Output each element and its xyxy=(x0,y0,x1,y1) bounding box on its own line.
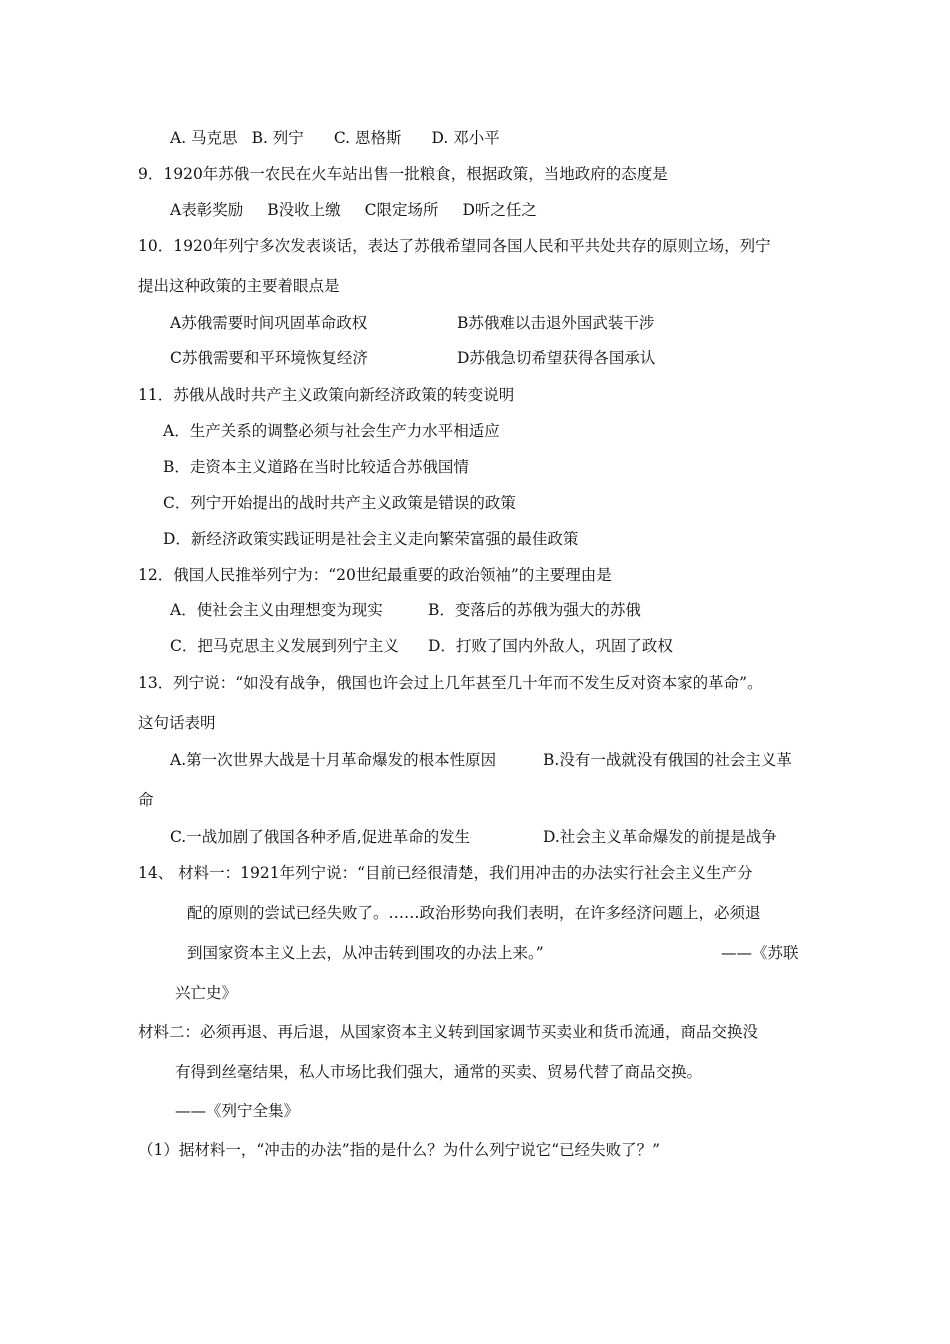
q9-option-a: A表彰奖励 xyxy=(170,201,244,219)
q8-option-c: C. 恩格斯 xyxy=(333,129,402,147)
q12-stem: 12．俄国人民推举列宁为：“20世纪最重要的政治领袖”的主要理由是 xyxy=(138,566,612,584)
q14-material2-source: ——《列宁全集》 xyxy=(175,1102,300,1120)
q10-stem-line1: 10．1920年列宁多次发表谈话，表达了苏俄希望同各国人民和平共处共存的原则立场，列宁 xyxy=(138,237,771,255)
q11-option-a: A．生产关系的调整必须与社会生产力水平相适应 xyxy=(163,422,500,440)
q8-option-b: B. 列宁 xyxy=(251,129,304,147)
q10-option-a: A苏俄需要时间巩固革命政权 xyxy=(170,314,368,332)
q8-option-a: A. 马克思 xyxy=(170,129,238,147)
q11-option-d: D．新经济政策实践证明是社会主义走向繁荣富强的最佳政策 xyxy=(163,530,579,548)
q14-material1-source: ——《苏联 xyxy=(721,944,799,962)
q14-subquestion-1: （1）据材料一，“冲击的办法”指的是什么？为什么列宁说它“已经失败了？” xyxy=(138,1141,661,1159)
q14-material1-line3: 到国家资本主义上去，从冲击转到围攻的办法上来。” xyxy=(187,944,544,962)
q12-option-a: A．使社会主义由理想变为现实 xyxy=(170,601,383,619)
q13-option-c: C.一战加剧了俄国各种矛盾,促进革命的发生 xyxy=(170,828,471,846)
q13-option-b: B.没有一战就没有俄国的社会主义革 xyxy=(543,751,792,769)
q10-stem-line2: 提出这种政策的主要着眼点是 xyxy=(138,277,340,295)
q10-option-c: C苏俄需要和平环境恢复经济 xyxy=(170,349,368,367)
q14-material2-line1: 材料二：必须再退、再后退，从国家资本主义转到国家调节买卖业和货币流通，商品交换没 xyxy=(138,1023,759,1041)
q12-option-d: D．打败了国内外敌人，巩固了政权 xyxy=(428,637,673,655)
q8-option-d: D. 邓小平 xyxy=(431,129,500,147)
q13-stem-line2: 这句话表明 xyxy=(138,714,216,732)
q12-option-b: B．变落后的苏俄为强大的苏俄 xyxy=(428,601,641,619)
q14-material1-source-wrap: 兴亡史》 xyxy=(175,984,238,1002)
q14-material1-line1: 14、 材料一：1921年列宁说：“目前已经很清楚，我们用冲击的办法实行社会主义生产分 xyxy=(138,864,753,882)
q11-option-c: C．列宁开始提出的战时共产主义政策是错误的政策 xyxy=(163,494,516,512)
q12-option-c: C．把马克思主义发展到列宁主义 xyxy=(170,637,399,655)
q8-options xyxy=(170,128,500,148)
q11-option-b: B．走资本主义道路在当时比较适合苏俄国情 xyxy=(163,458,469,476)
q13-stem-line1: 13．列宁说：“如没有战争，俄国也许会过上几年甚至几十年而不发生反对资本家的革命”。 xyxy=(138,674,763,692)
q14-material1-line2: 配的原则的尝试已经失败了。……政治形势向我们表明，在许多经济问题上，必须退 xyxy=(187,904,761,922)
q10-option-d: D苏俄急切希望获得各国承认 xyxy=(457,349,656,367)
q9-stem: 9．1920年苏俄一农民在火车站出售一批粮食，根据政策，当地政府的态度是 xyxy=(138,165,668,183)
q11-stem: 11．苏俄从战时共产主义政策向新经济政策的转变说明 xyxy=(138,386,515,404)
q10-option-b: B苏俄难以击退外国武装干涉 xyxy=(457,314,655,332)
q13-option-a: A.第一次世界大战是十月革命爆发的根本性原因 xyxy=(170,751,497,769)
q9-option-b: B没收上缴 xyxy=(267,201,341,219)
q9-option-d: D听之任之 xyxy=(462,201,537,219)
q13-option-b-wrap: 命 xyxy=(138,791,154,809)
q9-options xyxy=(170,200,537,220)
q14-material2-line2: 有得到丝毫结果，私人市场比我们强大，通常的买卖、贸易代替了商品交换。 xyxy=(175,1063,703,1081)
q13-option-d: D.社会主义革命爆发的前提是战争 xyxy=(543,828,777,846)
q9-option-c: C限定场所 xyxy=(364,201,439,219)
